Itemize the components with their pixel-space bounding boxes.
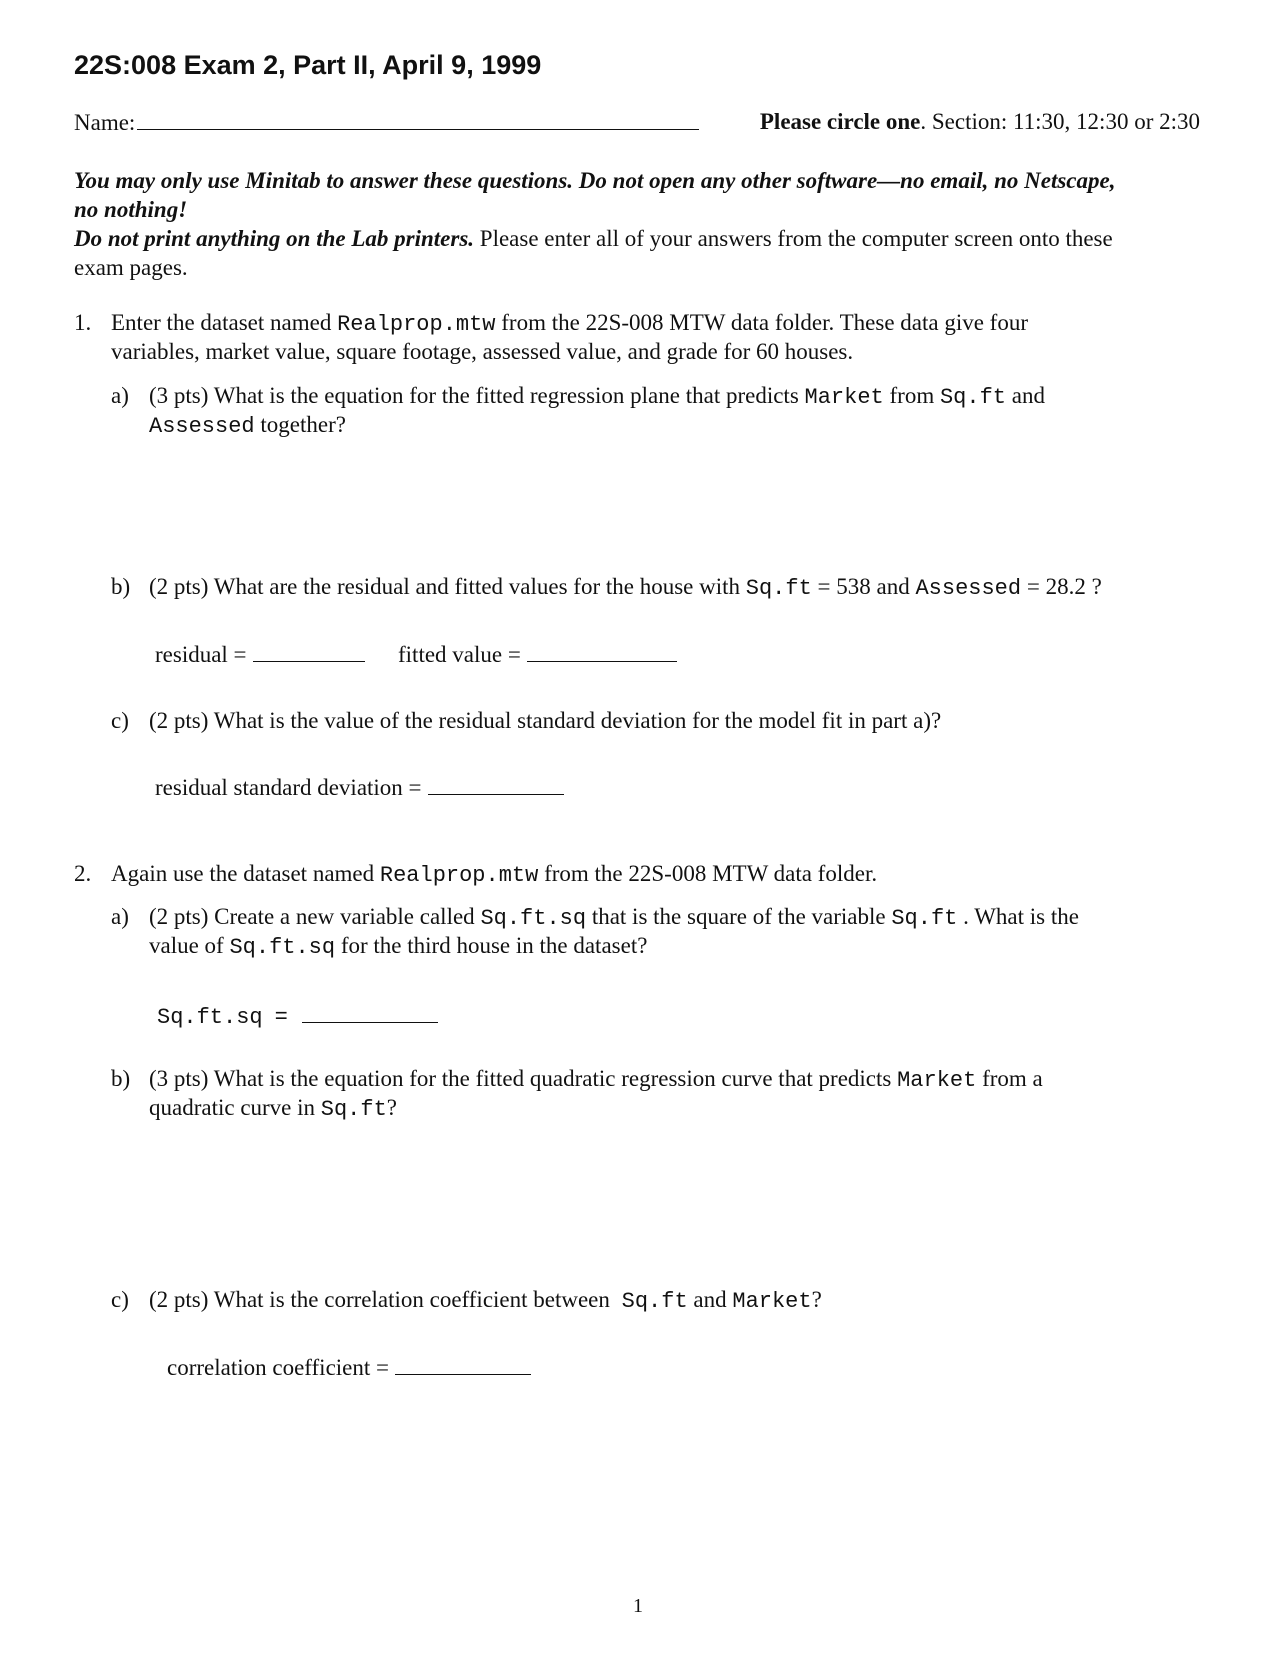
q2b-label: b)	[111, 1066, 131, 1091]
residual-answer	[155, 639, 365, 669]
q1b-label: b)	[111, 574, 131, 599]
q1a-text-3: and	[1005, 383, 1045, 408]
correlation-label: correlation coefficient =	[167, 1355, 389, 1380]
q2c-text-2: and	[687, 1287, 733, 1312]
q2c-line-1	[149, 1285, 822, 1316]
q1a-text-2: from	[883, 383, 940, 408]
q2c-text: (2 pts) What is the correlation coefficient between	[149, 1287, 616, 1312]
q2c-code-sqft: Sq.ft	[621, 1289, 688, 1314]
page-number: 1	[633, 1595, 643, 1617]
q2a-line-2	[149, 931, 647, 962]
q2a-text: (2 pts) Create a new variable called	[149, 904, 481, 929]
circle-one-label: Please circle one	[759, 109, 921, 134]
q2a-text-5: for the third house in the dataset?	[335, 933, 648, 958]
q2-number: 2.	[74, 861, 92, 886]
residual-blank[interactable]	[253, 639, 365, 662]
q2b-code-sqft: Sq.ft	[320, 1097, 387, 1122]
q1-line-1	[111, 308, 1028, 339]
q1b-text-2: = 538 and	[811, 574, 916, 599]
q2a-line-1	[149, 902, 1079, 933]
q2b-line-2	[149, 1093, 397, 1124]
q2b-line-1	[149, 1064, 1043, 1095]
fitted-value-blank[interactable]	[527, 639, 677, 662]
q1-text: Enter the dataset named	[111, 310, 338, 335]
q2c-label: c)	[111, 1287, 129, 1312]
q1a-text-4: together?	[254, 412, 346, 437]
q1-line-2: variables, market value, square footage, assessed value, and grade for 60 houses.	[111, 339, 854, 364]
q2-text-2: from the 22S-008 MTW data folder.	[538, 861, 878, 886]
q1a-code-assessed: Assessed	[149, 414, 255, 439]
q2b-text-2: from a	[976, 1066, 1043, 1091]
fitted-value-label: fitted value =	[398, 642, 521, 667]
q2b-code-market: Market	[897, 1068, 977, 1093]
name-label: Name:	[74, 110, 136, 135]
q1b-text: (2 pts) What are the residual and fitted values for the house with	[149, 574, 746, 599]
q1a-line-1	[149, 381, 1045, 412]
q1c-label: c)	[111, 708, 129, 733]
q2a-text-3: . What is the	[957, 904, 1079, 929]
q1a-label: a)	[111, 383, 129, 408]
q2a-code-sqftsq-2: Sq.ft.sq	[229, 935, 336, 960]
q2-dataset-code: Realprop.mtw	[379, 863, 539, 888]
section-line	[760, 107, 1200, 136]
instruction-bold: Do not print anything on the Lab printers.	[74, 226, 475, 251]
q2c-code-market: Market	[732, 1289, 812, 1314]
q1a-code-market: Market	[804, 385, 884, 410]
correlation-blank[interactable]	[395, 1352, 531, 1375]
sqftsq-answer-label: Sq.ft.sq	[157, 1005, 263, 1030]
q1a-text: (3 pts) What is the equation for the fitted regression plane that predicts	[149, 383, 805, 408]
sqftsq-blank[interactable]	[302, 1000, 438, 1023]
instruction-line-3	[74, 224, 1113, 253]
q1a-line-2	[149, 410, 346, 441]
q1-text-2: from the 22S-008 MTW data folder. These data give four	[495, 310, 1028, 335]
residual-sd-blank[interactable]	[428, 772, 564, 795]
q1b-line-1	[149, 572, 1102, 603]
sqftsq-equals: =	[274, 1005, 288, 1030]
q1b-code-sqft: Sq.ft	[745, 576, 812, 601]
q2c-text-3: ?	[811, 1287, 822, 1312]
q2b-text-4: ?	[386, 1095, 398, 1120]
q1b-code-assessed: Assessed	[915, 576, 1022, 601]
q1-dataset-code: Realprop.mtw	[337, 312, 496, 337]
instruction-line-1: You may only use Minitab to answer these questions. Do not open any other software—no email, no Netscape,	[74, 168, 1116, 193]
page-title: 22S:008 Exam 2, Part II, April 9, 1999	[74, 50, 542, 80]
residual-sd-answer	[155, 772, 564, 802]
q1c-text: (2 pts) What is the value of the residual standard deviation for the model fit in part a)?	[149, 708, 942, 733]
q2-line-1	[111, 859, 877, 890]
q1b-text-3: = 28.2 ?	[1021, 574, 1102, 599]
q2b-text-3: quadratic curve in	[149, 1095, 321, 1120]
q1a-code-sqft: Sq.ft	[939, 385, 1006, 410]
q2a-label: a)	[111, 904, 129, 929]
name-blank[interactable]	[137, 107, 699, 130]
q2-text: Again use the dataset named	[111, 861, 380, 886]
q2a-code-sqftsq: Sq.ft.sq	[480, 906, 587, 931]
q1-number: 1.	[74, 310, 92, 335]
q2a-text-4: value of	[149, 933, 230, 958]
instruction-line-2: no nothing!	[74, 197, 188, 222]
q2b-text: (3 pts) What is the equation for the fitted quadratic regression curve that predicts	[149, 1066, 898, 1091]
correlation-answer	[167, 1352, 531, 1382]
section-options: . Section: 11:30, 12:30 or 2:30	[920, 109, 1200, 134]
fitted-answer	[398, 639, 677, 669]
instruction-rest: Please enter all of your answers from the computer screen onto these	[474, 226, 1113, 251]
q2a-text-2: that is the square of the variable	[586, 904, 892, 929]
name-line	[74, 107, 699, 137]
residual-sd-label: residual standard deviation =	[155, 775, 422, 800]
instruction-line-4: exam pages.	[74, 255, 188, 280]
residual-label: residual =	[155, 642, 247, 667]
q2a-code-sqft: Sq.ft	[891, 906, 958, 931]
sqftsq-answer	[157, 1000, 438, 1032]
